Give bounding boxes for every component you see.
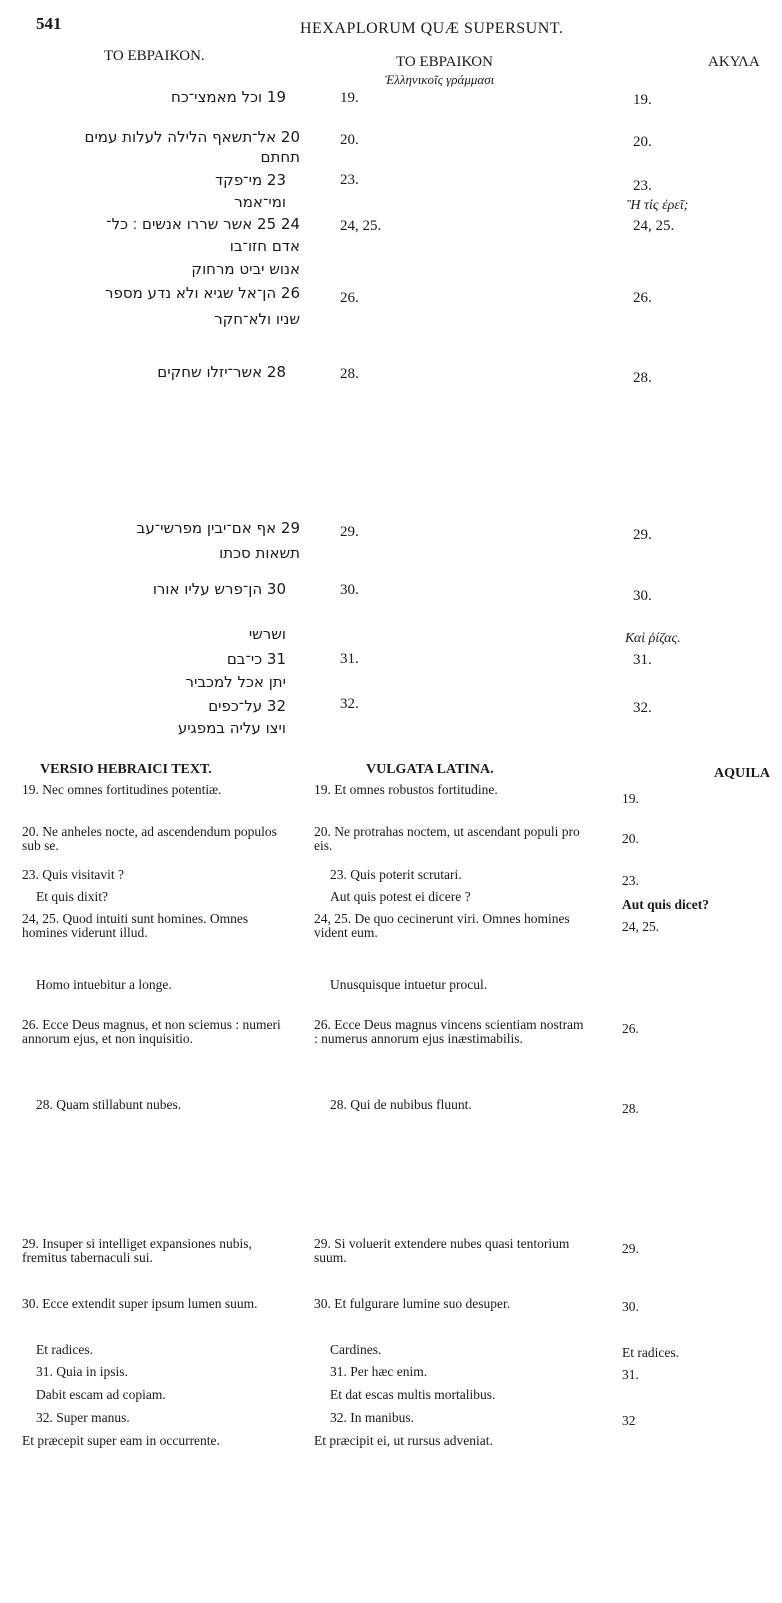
aquila-greek-reading: Ἢ τίς ἐρεῖ; (627, 198, 689, 213)
aquila-verse-number: 20. (633, 134, 652, 150)
hebrew-line: תחתם (260, 148, 300, 166)
versio-column-heading: VERSIO HEBRAICI TEXT. (40, 762, 212, 777)
versio-entry: 31. Quia in ipsis. (36, 1364, 128, 1379)
translit-column-heading: ΤΟ ΕΒΡΑΙΚΟΝ (396, 54, 493, 70)
vulgata-entry: Et præcipit ei, ut rursus adveniat. (314, 1433, 493, 1448)
hebrew-line: 20 אל־תשאף הלילה לעלות עמים (84, 128, 300, 146)
vulgata-entry: 29. Si voluerit extendere nubes quasi tentorium suum. (314, 1236, 570, 1265)
aquila-latin-entry: Aut quis dicet? (622, 897, 710, 912)
hebrew-column-heading: ΤΟ ΕΒΡΑΙΚΟΝ. (104, 48, 205, 64)
aquila-verse-number: 29. (633, 527, 652, 543)
hebrew-line: ומי־אמר (234, 193, 286, 211)
translit-verse-number: 19. (340, 90, 359, 106)
versio-entry: 26. Ecce Deus magnus, et non sciemus : numeri annorum ejus, et non inquisitio. (22, 1017, 281, 1046)
translit-verse-number: 28. (340, 366, 359, 382)
versio-entry: 28. Quam stillabunt nubes. (36, 1097, 182, 1112)
vulgata-entry: Cardines. (330, 1342, 382, 1357)
versio-entry: Homo intuebitur a longe. (36, 977, 172, 992)
vulgata-entry: 28. Qui de nubibus fluunt. (330, 1097, 472, 1112)
versio-entry: 19. Nec omnes fortitudines potentiæ. (22, 782, 222, 797)
translit-verse-number: 24, 25. (340, 218, 382, 234)
translit-verse-number: 31. (340, 651, 359, 667)
aquila-verse-number: 28. (633, 370, 652, 386)
page-number: 541 (36, 14, 62, 33)
hebrew-line: 31 כי־בם (226, 650, 286, 668)
aquila-verse-number: 26. (633, 290, 652, 306)
aquila-latin-column-heading: AQUILA (714, 766, 771, 781)
hebrew-line: 26 הן־אל שגיא ולא נדע מספר (105, 284, 300, 302)
aquila-latin-entry: 20. (622, 831, 639, 846)
translit-verse-number: 20. (340, 132, 359, 148)
translit-column-subheading: Ἑλληνικοῖς γράμμασι (385, 72, 495, 87)
aquila-verse-number: 30. (633, 588, 652, 604)
vulgata-entry: 31. Per hæc enim. (330, 1364, 428, 1379)
translit-verse-number: 32. (340, 696, 359, 712)
aquila-latin-entry: Et radices. (622, 1345, 679, 1360)
vulgata-entry: Et dat escas multis mortalibus. (330, 1387, 496, 1402)
hebrew-line: 29 אף אם־יבין מפרשי־עב (136, 519, 300, 537)
aquila-verse-number: 31. (633, 652, 652, 668)
vulgata-entry: 24, 25. De quo cecinerunt viri. Omnes homines vident eum. (314, 911, 570, 940)
hebrew-line: שניו ולא־חקר (214, 310, 300, 328)
aquila-verse-number: 24, 25. (633, 218, 675, 234)
aquila-verse-number: 23. (633, 178, 652, 194)
vulgata-entry: 26. Ecce Deus magnus vincens scientiam nostram : numerus annorum ejus inæstimabilis. (314, 1017, 584, 1046)
vulgata-entry: 19. Et omnes robustos fortitudine. (314, 782, 498, 797)
aquila-latin-entry: 23. (622, 873, 639, 888)
vulgata-column-heading: VULGATA LATINA. (366, 762, 494, 777)
translit-verse-number: 30. (340, 582, 359, 598)
hebrew-line: אנוש יביט מרחוק (191, 260, 300, 278)
hebrew-line: תשאות סכתו (219, 544, 300, 562)
hebrew-line: ושרשי (248, 625, 286, 643)
aquila-greek-reading: Καὶ ῥίζας. (625, 631, 681, 646)
running-head: HEXAPLORUM QUÆ SUPERSUNT. (300, 20, 564, 37)
aquila-column-heading: ΑΚΥΛΑ (708, 54, 760, 70)
aquila-latin-entry: 26. (622, 1021, 639, 1036)
vulgata-entry: 23. Quis poterit scrutari. (330, 867, 462, 882)
translit-verse-number: 23. (340, 172, 359, 188)
versio-entry: 32. Super manus. (36, 1410, 130, 1425)
aquila-latin-entry: 30. (622, 1299, 639, 1314)
hebrew-line: 30 הן־פרש עליו אורו (152, 580, 286, 598)
aquila-latin-entry: 31. (622, 1367, 639, 1382)
hebrew-line: 28 אשר־יזלו שחקים (157, 363, 286, 381)
translit-verse-number: 29. (340, 524, 359, 540)
aquila-latin-entry: 32 (622, 1413, 636, 1428)
aquila-verse-number: 32. (633, 700, 652, 716)
versio-entry: 24, 25. Quod intuiti sunt homines. Omnes homines viderunt illud. (22, 911, 249, 940)
hebrew-line: 24 25 אשר שררו אנשים ׃ כל־ (106, 215, 300, 233)
hebrew-line: 32 על־כפים (208, 697, 286, 715)
hebrew-line: 19 וכל מאמצי־כח (171, 88, 286, 106)
aquila-latin-entry: 19. (622, 791, 639, 806)
vulgata-entry: 20. Ne protrahas noctem, ut ascendant populi pro eis. (314, 824, 580, 853)
vulgata-entry: 30. Et fulgurare lumine suo desuper. (314, 1296, 511, 1311)
versio-entry: 20. Ne anheles nocte, ad ascendendum populos sub se. (22, 824, 277, 853)
hebrew-line: אדם חזו־בו (229, 237, 300, 255)
aquila-latin-entry: 29. (622, 1241, 639, 1256)
aquila-latin-entry: 24, 25. (622, 919, 660, 934)
vulgata-entry: Aut quis potest ei dicere ? (330, 889, 471, 904)
versio-entry: Et quis dixit? (36, 889, 108, 904)
vulgata-entry: 32. In manibus. (330, 1410, 414, 1425)
versio-entry: 23. Quis visitavit ? (22, 867, 124, 882)
hebrew-line: 23 מי־פקד (214, 171, 286, 189)
aquila-latin-entry: 28. (622, 1101, 639, 1116)
aquila-verse-number: 19. (633, 92, 652, 108)
versio-entry: 29. Insuper si intelliget expansiones nubis, fremitus tabernaculi sui. (22, 1236, 252, 1265)
vulgata-entry: Unusquisque intuetur procul. (330, 977, 488, 992)
hebrew-line: ויצו עליה במפגיע (177, 719, 286, 737)
versio-entry: Et præcepit super eam in occurrente. (22, 1433, 220, 1448)
versio-entry: Dabit escam ad copiam. (36, 1387, 166, 1402)
versio-entry: Et radices. (36, 1342, 93, 1357)
versio-entry: 30. Ecce extendit super ipsum lumen suum. (22, 1296, 258, 1311)
translit-verse-number: 26. (340, 290, 359, 306)
hebrew-line: יתן אכל למכביר (185, 673, 286, 691)
